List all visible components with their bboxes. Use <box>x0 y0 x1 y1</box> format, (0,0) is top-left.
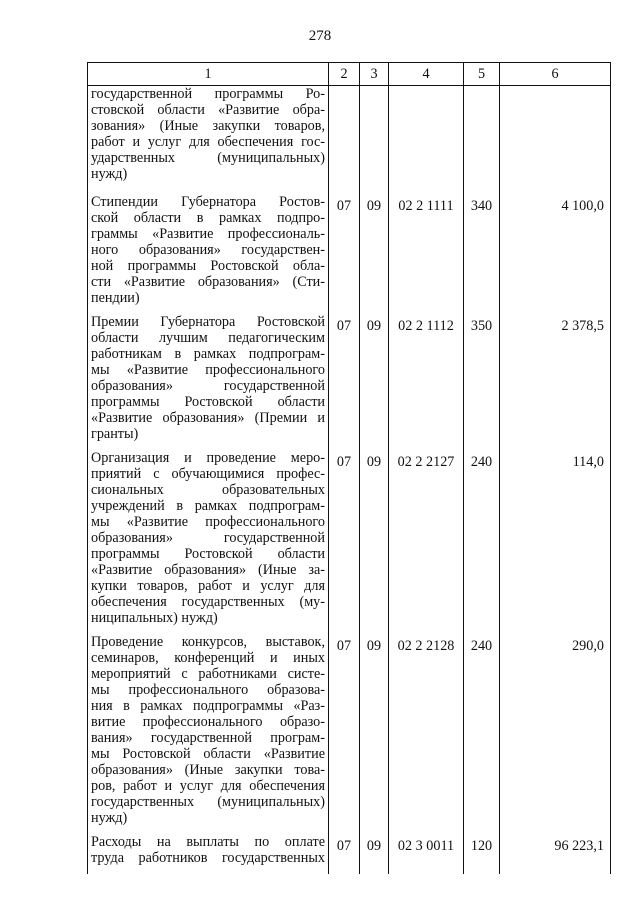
column-header-2: 2 <box>329 63 360 86</box>
row-description <box>88 450 329 634</box>
column-header-5: 5 <box>464 63 500 86</box>
expense-type-code: 350 <box>464 314 500 450</box>
description-line: Расходы на выплаты по оплате <box>91 834 325 850</box>
table-row <box>88 834 611 874</box>
row-description <box>88 86 329 195</box>
description-line: ния в рамках подпрограммы «Раз- <box>91 698 325 714</box>
description-line: образования» (Иные закупки това- <box>91 762 325 778</box>
description-line: стовской области «Развитие обра- <box>91 102 325 118</box>
expense-type-code <box>464 86 500 195</box>
target-article-code: 02 3 0011 <box>389 834 464 874</box>
amount-value: 4 100,0 <box>500 194 611 314</box>
column-header-4: 4 <box>389 63 464 86</box>
description-line: ударственных (муниципальных) <box>91 150 325 166</box>
target-article-code: 02 2 2127 <box>389 450 464 634</box>
description-line: мероприятий с работниками систе- <box>91 666 325 682</box>
amount-value: 114,0 <box>500 450 611 634</box>
description-line: купки товаров, работ и услуг для <box>91 578 325 594</box>
section-code: 07 <box>329 314 360 450</box>
description-line: государственной программы Ро- <box>91 86 325 102</box>
description-line: ной программы Ростовской обла- <box>91 258 325 274</box>
budget-table <box>87 62 611 874</box>
subsection-code <box>360 86 389 195</box>
expense-type-code: 340 <box>464 194 500 314</box>
row-description <box>88 314 329 450</box>
description-line: государственных (муниципальных) <box>91 794 325 810</box>
expense-type-code: 240 <box>464 450 500 634</box>
description-line: Проведение конкурсов, выставок, <box>91 634 325 650</box>
description-line: витие профессионального образо- <box>91 714 325 730</box>
description-line: «Развитие образования» (Премии и <box>91 410 325 426</box>
description-line: ров, работ и услуг для обеспечения <box>91 778 325 794</box>
description-line: мы «Развитие профессионального <box>91 514 325 530</box>
description-line: нужд) <box>91 166 128 182</box>
description-line: труда работников государственных <box>91 850 325 866</box>
description-line: образования» государственной <box>91 378 325 394</box>
section-code: 07 <box>329 834 360 874</box>
description-line: работ и услуг для обеспечения гос- <box>91 134 325 150</box>
table-row <box>88 194 611 314</box>
description-line: ниципальных) нужд) <box>91 610 218 626</box>
description-line: работникам в рамках подпрограм- <box>91 346 325 362</box>
table-row <box>88 634 611 834</box>
description-line: мы «Развитие профессионального <box>91 362 325 378</box>
subsection-code: 09 <box>360 834 389 874</box>
amount-value: 2 378,5 <box>500 314 611 450</box>
description-line: учреждений в рамках подпрограм- <box>91 498 325 514</box>
expense-type-code: 240 <box>464 634 500 834</box>
target-article-code: 02 2 2128 <box>389 634 464 834</box>
amount-value: 96 223,1 <box>500 834 611 874</box>
description-line: сиональных образовательных <box>91 482 325 498</box>
target-article-code: 02 2 1112 <box>389 314 464 450</box>
subsection-code: 09 <box>360 314 389 450</box>
expense-type-code: 120 <box>464 834 500 874</box>
amount-value <box>500 86 611 195</box>
section-code: 07 <box>329 634 360 834</box>
column-header-6: 6 <box>500 63 611 86</box>
section-code <box>329 86 360 195</box>
page-number: 278 <box>308 28 332 44</box>
description-line: программы Ростовской области <box>91 394 325 410</box>
description-line: мы Ростовской области «Развитие <box>91 746 325 762</box>
table-body <box>88 86 611 875</box>
description-line: обеспечения государственных (му- <box>91 594 325 610</box>
section-code: 07 <box>329 194 360 314</box>
row-description <box>88 634 329 834</box>
description-line: сти «Развитие образования» (Сти- <box>91 274 325 290</box>
section-code: 07 <box>329 450 360 634</box>
description-line: приятий с обучающимися профес- <box>91 466 325 482</box>
table-row <box>88 314 611 450</box>
row-description <box>88 834 329 874</box>
description-line: гранты) <box>91 426 139 442</box>
description-line: семинаров, конференций и иных <box>91 650 325 666</box>
amount-value: 290,0 <box>500 634 611 834</box>
row-description <box>88 194 329 314</box>
description-line: мы профессионального образова- <box>91 682 325 698</box>
description-line: Стипендии Губернатора Ростов- <box>91 194 325 210</box>
description-line: программы Ростовской области <box>91 546 325 562</box>
table-row <box>88 450 611 634</box>
description-line: «Развитие образования» (Иные за- <box>91 562 325 578</box>
table-row <box>88 86 611 195</box>
description-line: Организация и проведение меро- <box>91 450 325 466</box>
description-line: зования» (Иные закупки товаров, <box>91 118 325 134</box>
description-line: ного образования» государствен- <box>91 242 325 258</box>
description-line: нужд) <box>91 810 128 826</box>
subsection-code: 09 <box>360 634 389 834</box>
description-line: вания» государственной програм- <box>91 730 325 746</box>
table-header-row <box>88 63 611 86</box>
description-line: Премии Губернатора Ростовской <box>91 314 325 330</box>
description-line: области лучшим педагогическим <box>91 330 325 346</box>
target-article-code: 02 2 1111 <box>389 194 464 314</box>
column-header-3: 3 <box>360 63 389 86</box>
subsection-code: 09 <box>360 194 389 314</box>
subsection-code: 09 <box>360 450 389 634</box>
description-line: пендии) <box>91 290 140 306</box>
description-line: образования» государственной <box>91 530 325 546</box>
description-line: граммы «Развитие профессиональ- <box>91 226 325 242</box>
column-header-1: 1 <box>88 63 329 86</box>
target-article-code <box>389 86 464 195</box>
description-line: ской области в рамках подпро- <box>91 210 325 226</box>
